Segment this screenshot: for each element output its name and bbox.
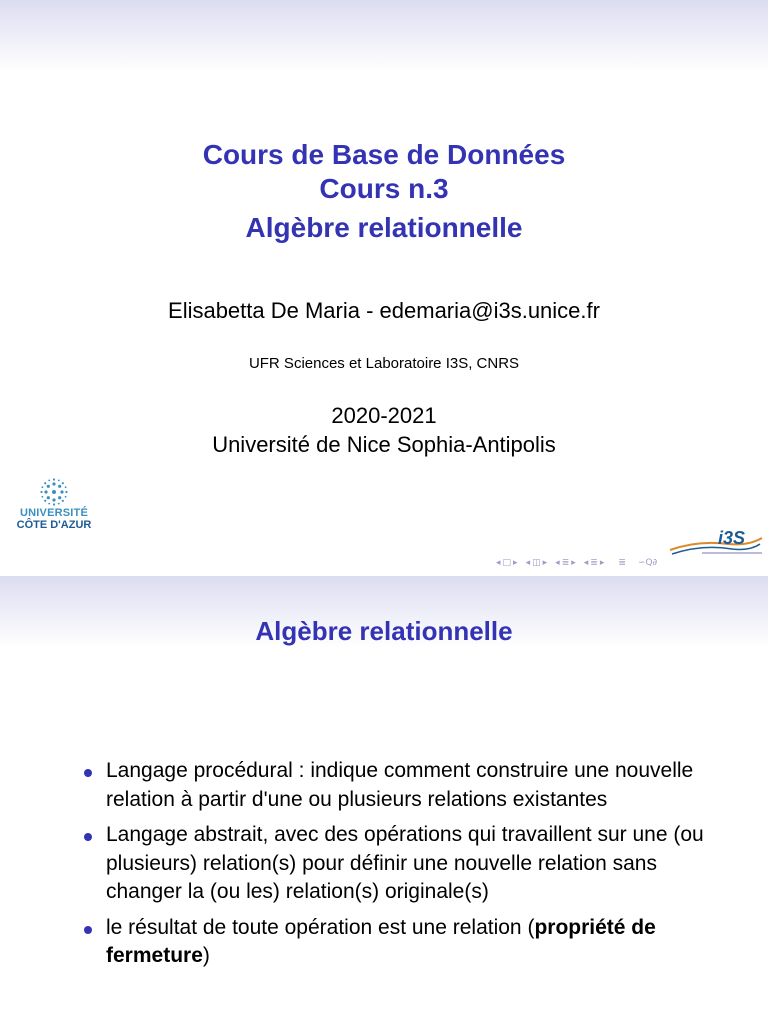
nav-left-arrow-icon[interactable]: ◂ [525, 558, 531, 568]
bullet-text: Langage abstrait, avec des opérations qui travaillent sur une (ou plusieurs) relation(s) pour définir une nouvelle relation sans changer la (ou les) relation(s) originale(s) [106, 823, 704, 903]
academic-year: 2020-2021 [331, 403, 437, 428]
list-item [84, 914, 734, 971]
nav-left-arrow-icon[interactable]: ◂ [496, 558, 501, 568]
list-item [84, 821, 734, 907]
nav-align-icon[interactable]: ≣ [618, 558, 626, 568]
university-name: Université de Nice Sophia-Antipolis [212, 432, 556, 457]
header-gradient [0, 0, 768, 72]
bullet-text: Langage procédural : indique comment construire une nouvelle relation à partir d'une ou plusieurs relations existantes [106, 759, 694, 811]
course-title: Cours de Base de Données [202, 139, 566, 170]
i3s-logo [668, 522, 764, 562]
i3s-logo-text: i3S [718, 528, 746, 548]
bullet-icon [84, 769, 92, 777]
bullet-icon [84, 833, 92, 841]
bullet-text-after: ) [202, 944, 210, 967]
beamer-navigation-bar[interactable] [496, 556, 657, 570]
uca-dots-icon [40, 478, 68, 506]
uca-logo-line1: UNIVERSITÉ [19, 507, 88, 519]
bullet-text-before: le résultat de toute opération est une relation ( [106, 915, 535, 939]
nav-search-icon[interactable]: ∽Q∂ [637, 558, 658, 568]
uca-logo-line2: CÔTE D'AZUR [16, 519, 92, 531]
nav-left-arrow-icon[interactable]: ◂ [583, 558, 589, 568]
nav-section-icon[interactable]: ≣ [590, 558, 598, 568]
nav-frame-icon[interactable]: □ [502, 558, 512, 568]
author-line: Elisabetta De Maria - edemaria@i3s.unice.fr [168, 298, 600, 323]
bullet-list [84, 757, 734, 978]
nav-section-icon[interactable]: ≣ [561, 558, 570, 568]
nav-left-arrow-icon[interactable]: ◂ [555, 558, 560, 568]
nav-right-arrow-icon[interactable]: ▸ [542, 558, 548, 568]
bullet-bold-term: propriété de fermeture [106, 915, 656, 967]
course-topic: Algèbre relationnelle [245, 212, 523, 243]
nav-right-arrow-icon[interactable]: ▸ [599, 558, 605, 568]
bullet-icon [84, 926, 92, 934]
nav-right-arrow-icon[interactable]: ▸ [571, 558, 576, 568]
slide-title: Algèbre relationnelle [255, 616, 513, 646]
content-slide [0, 576, 768, 1024]
course-number: Cours n.3 [319, 173, 449, 204]
nav-subsection-icon[interactable]: ◫ [532, 558, 541, 568]
list-item [84, 757, 734, 814]
institute-line: UFR Sciences et Laboratoire I3S, CNRS [248, 355, 520, 372]
nav-right-arrow-icon[interactable]: ▸ [513, 558, 518, 568]
universite-cote-dazur-logo [14, 474, 94, 544]
